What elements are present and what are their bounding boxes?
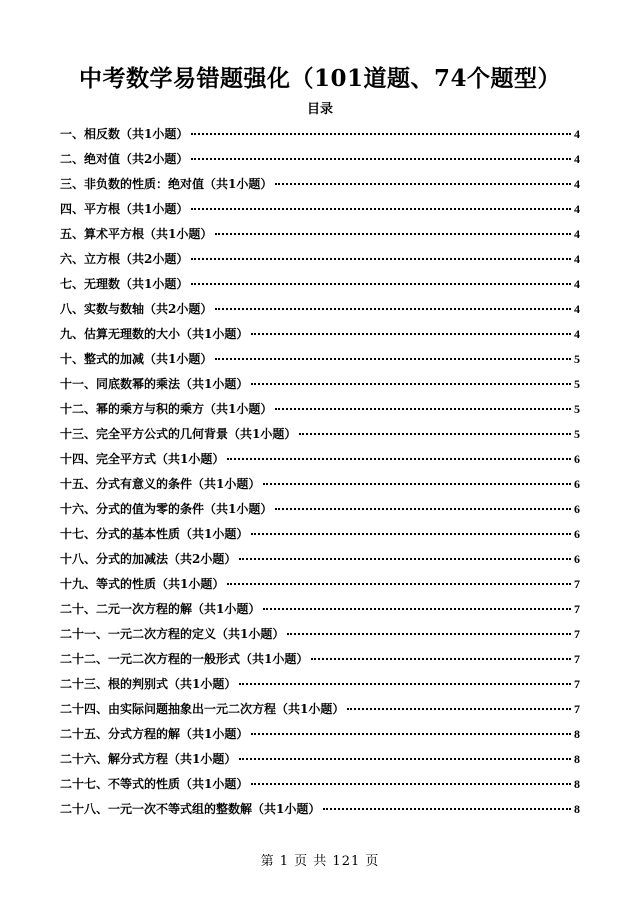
- toc-entry[interactable]: [60, 297, 580, 322]
- toc-entry-label: 二十七、不等式的性质（共1小题）: [60, 777, 249, 791]
- toc-entry[interactable]: [60, 772, 580, 797]
- toc-entry-page-number: 7: [574, 677, 580, 691]
- toc-entry[interactable]: [60, 522, 580, 547]
- toc-entry-page-number: 4: [574, 202, 580, 216]
- table-of-contents: [60, 122, 580, 822]
- dot-leader: [215, 232, 571, 235]
- toc-entry[interactable]: [60, 122, 580, 147]
- toc-entry[interactable]: [60, 597, 580, 622]
- toc-entry-page-number: 8: [574, 752, 580, 766]
- dot-leader: [251, 732, 571, 735]
- document-title: 中考数学易错题强化（101道题、74个题型）: [78, 65, 562, 92]
- toc-entry[interactable]: [60, 222, 580, 247]
- toc-entry-page-number: 6: [574, 477, 580, 491]
- toc-entry[interactable]: [60, 372, 580, 397]
- page-footer: 第 1 页 共 121 页: [260, 854, 380, 869]
- toc-entry-label: 一、相反数（共1小题）: [60, 127, 189, 141]
- toc-entry[interactable]: [60, 572, 580, 597]
- toc-entry-label: 三、非负数的性质：绝对值（共1小题）: [60, 177, 273, 191]
- toc-entry-label: 二十二、一元二次方程的一般形式（共1小题）: [60, 652, 309, 666]
- dot-leader: [251, 332, 571, 335]
- toc-entry-page-number: 6: [574, 502, 580, 516]
- dot-leader: [275, 507, 571, 510]
- dot-leader: [227, 582, 571, 585]
- toc-heading: 目录: [306, 102, 333, 117]
- toc-entry-page-number: 4: [574, 152, 580, 166]
- toc-entry-label: 二十一、一元二次方程的定义（共1小题）: [60, 627, 285, 641]
- dot-leader: [239, 557, 571, 560]
- toc-entry[interactable]: [60, 672, 580, 697]
- dot-leader: [275, 182, 571, 185]
- dot-leader: [239, 757, 571, 760]
- toc-entry[interactable]: [60, 647, 580, 672]
- dot-leader: [215, 307, 571, 310]
- toc-entry-label: 九、估算无理数的大小（共1小题）: [60, 327, 249, 341]
- toc-entry[interactable]: [60, 147, 580, 172]
- toc-entry-label: 十二、幂的乘方与积的乘方（共1小题）: [60, 402, 273, 416]
- toc-entry-label: 十三、完全平方公式的几何背景（共1小题）: [60, 427, 297, 441]
- dot-leader: [287, 632, 571, 635]
- toc-entry-label: 二十六、解分式方程（共1小题）: [60, 752, 237, 766]
- toc-entry-page-number: 4: [574, 127, 580, 141]
- toc-entry-label: 十一、同底数幂的乘法（共1小题）: [60, 377, 249, 391]
- toc-entry[interactable]: [60, 422, 580, 447]
- toc-entry-label: 十、整式的加减（共1小题）: [60, 352, 213, 366]
- toc-entry[interactable]: [60, 172, 580, 197]
- toc-entry-label: 八、实数与数轴（共2小题）: [60, 302, 213, 316]
- toc-entry[interactable]: [60, 447, 580, 472]
- toc-entry[interactable]: [60, 497, 580, 522]
- toc-entry-label: 二十、二元一次方程的解（共1小题）: [60, 602, 261, 616]
- toc-entry[interactable]: [60, 747, 580, 772]
- toc-entry[interactable]: [60, 322, 580, 347]
- dot-leader: [191, 257, 571, 260]
- toc-entry[interactable]: [60, 397, 580, 422]
- toc-entry-page-number: 4: [574, 227, 580, 241]
- toc-entry-label: 十五、分式有意义的条件（共1小题）: [60, 477, 261, 491]
- toc-entry-page-number: 6: [574, 527, 580, 541]
- toc-entry-page-number: 5: [574, 352, 580, 366]
- toc-entry-page-number: 5: [574, 402, 580, 416]
- toc-entry[interactable]: [60, 797, 580, 822]
- toc-entry[interactable]: [60, 722, 580, 747]
- dot-leader: [215, 357, 571, 360]
- toc-entry[interactable]: [60, 622, 580, 647]
- dot-leader: [191, 132, 571, 135]
- dot-leader: [275, 407, 571, 410]
- toc-entry-page-number: 8: [574, 802, 580, 816]
- dot-leader: [323, 807, 571, 810]
- dot-leader: [227, 457, 571, 460]
- dot-leader: [251, 782, 571, 785]
- toc-entry-label: 十八、分式的加减法（共2小题）: [60, 552, 237, 566]
- toc-entry-page-number: 5: [574, 377, 580, 391]
- toc-entry-page-number: 8: [574, 727, 580, 741]
- toc-entry-label: 十六、分式的值为零的条件（共1小题）: [60, 502, 273, 516]
- toc-entry-page-number: 6: [574, 452, 580, 466]
- toc-entry-label: 二、绝对值（共2小题）: [60, 152, 189, 166]
- toc-entry-page-number: 7: [574, 577, 580, 591]
- toc-entry[interactable]: [60, 197, 580, 222]
- toc-entry[interactable]: [60, 547, 580, 572]
- toc-entry-page-number: 4: [574, 327, 580, 341]
- toc-entry-label: 五、算术平方根（共1小题）: [60, 227, 213, 241]
- dot-leader: [299, 432, 571, 435]
- toc-entry-label: 十四、完全平方式（共1小题）: [60, 452, 225, 466]
- toc-entry-label: 十九、等式的性质（共1小题）: [60, 577, 225, 591]
- toc-entry-page-number: 7: [574, 627, 580, 641]
- toc-entry-page-number: 4: [574, 277, 580, 291]
- toc-entry-label: 二十五、分式方程的解（共1小题）: [60, 727, 249, 741]
- toc-entry[interactable]: [60, 472, 580, 497]
- toc-entry-label: 六、立方根（共2小题）: [60, 252, 189, 266]
- dot-leader: [263, 482, 571, 485]
- toc-entry-label: 四、平方根（共1小题）: [60, 202, 189, 216]
- toc-entry-page-number: 7: [574, 652, 580, 666]
- toc-entry[interactable]: [60, 697, 580, 722]
- toc-entry-page-number: 4: [574, 252, 580, 266]
- dot-leader: [191, 282, 571, 285]
- toc-entry[interactable]: [60, 247, 580, 272]
- toc-entry-page-number: 5: [574, 427, 580, 441]
- toc-entry[interactable]: [60, 347, 580, 372]
- dot-leader: [251, 382, 571, 385]
- dot-leader: [347, 707, 571, 710]
- toc-entry-label: 十七、分式的基本性质（共1小题）: [60, 527, 249, 541]
- toc-entry-label: 二十三、根的判别式（共1小题）: [60, 677, 237, 691]
- dot-leader: [311, 657, 571, 660]
- dot-leader: [191, 207, 571, 210]
- toc-entry-page-number: 8: [574, 777, 580, 791]
- dot-leader: [191, 157, 571, 160]
- toc-entry-page-number: 4: [574, 302, 580, 316]
- dot-leader: [251, 532, 571, 535]
- toc-entry-label: 二十四、由实际问题抽象出一元二次方程（共1小题）: [60, 702, 345, 716]
- toc-entry-page-number: 7: [574, 702, 580, 716]
- dot-leader: [263, 607, 571, 610]
- dot-leader: [239, 682, 571, 685]
- toc-entry-page-number: 6: [574, 552, 580, 566]
- toc-entry-page-number: 7: [574, 602, 580, 616]
- toc-entry[interactable]: [60, 272, 580, 297]
- toc-entry-label: 二十八、一元一次不等式组的整数解（共1小题）: [60, 802, 321, 816]
- toc-entry-page-number: 4: [574, 177, 580, 191]
- toc-entry-label: 七、无理数（共1小题）: [60, 277, 189, 291]
